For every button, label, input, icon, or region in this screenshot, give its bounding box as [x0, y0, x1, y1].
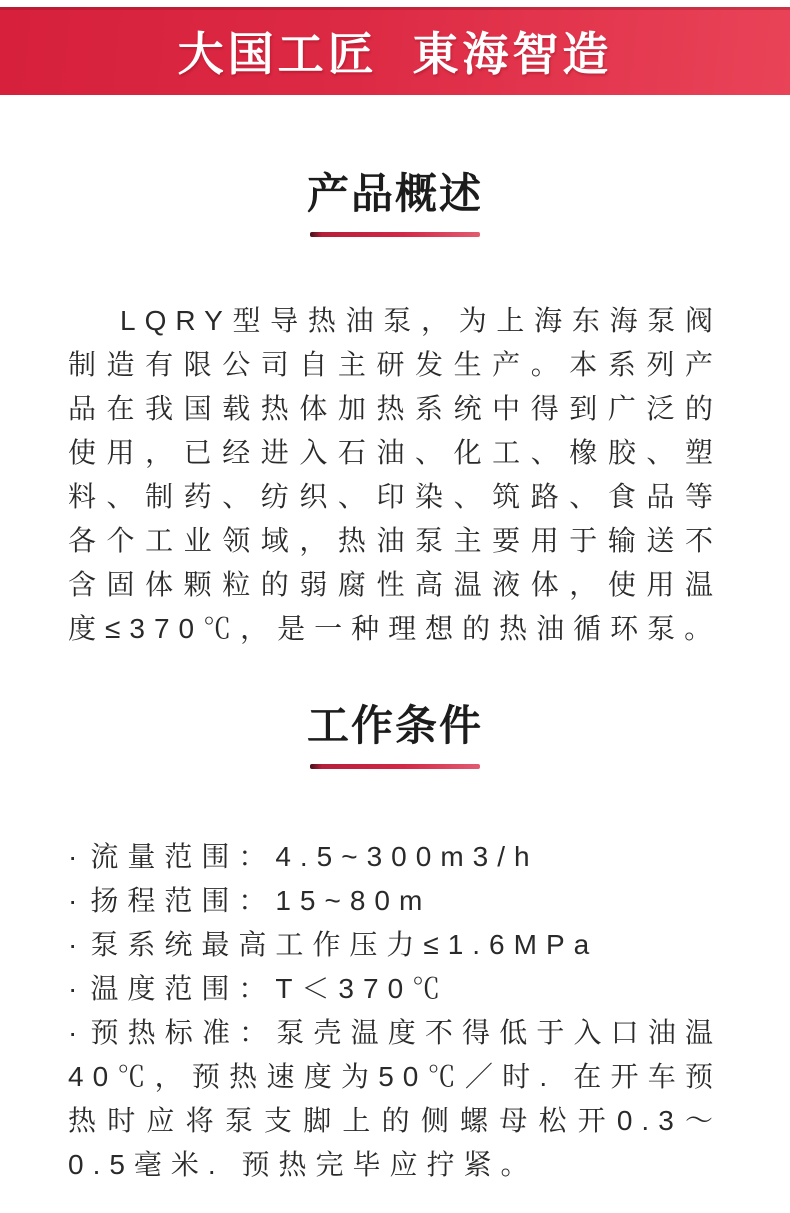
conditions-heading-underline	[310, 764, 480, 769]
overview-heading-underline	[310, 232, 480, 237]
bullet-dot: ·	[68, 885, 87, 916]
condition-head-range: 扬程范围：15~80m	[90, 885, 432, 916]
overview-heading: 产品概述	[306, 170, 483, 217]
condition-temp-range: 温度范围：T＜370℃	[90, 973, 450, 1004]
bullet-dot: ·	[68, 841, 87, 872]
condition-preheat-standard: 预热标准：泵壳温度不得低于入口油温40℃，预热速度为50℃／时. 在开车预热时应将泵支脚上的侧螺母松开0.3～0.5毫米. 预热完毕应拧紧。	[68, 1017, 722, 1180]
list-item	[68, 835, 722, 879]
bullet-dot: ·	[68, 973, 87, 1004]
conditions-list	[68, 835, 722, 1187]
conditions-heading: 工作条件	[306, 702, 483, 749]
overview-paragraph: LQRY型导热油泵，为上海东海泵阀制造有限公司自主研发生产。本系列产品在我国载热体加热系统中得到广泛的使用，已经进入石油、化工、橡胶、塑料、制药、纺织、印染、筑路、食品等各个工业领域，热油泵主要用于输送不含固体颗粒的弱腐性高温液体，使用温度≤370℃，是一种理想的热油循环泵。	[68, 305, 722, 644]
list-item	[68, 879, 722, 923]
condition-max-pressure: 泵系统最高工作压力≤1.6MPa	[90, 929, 599, 960]
overview-body	[68, 299, 722, 651]
bullet-dot: ·	[68, 1017, 87, 1048]
condition-flow-range: 流量范围：4.5~300m3/h	[90, 841, 539, 872]
list-item	[68, 1011, 722, 1187]
section-product-overview	[0, 95, 790, 651]
banner-title: 大国工匠 東海智造	[177, 28, 613, 80]
list-item	[68, 967, 722, 1011]
list-item	[68, 923, 722, 967]
brand-banner	[0, 7, 790, 95]
product-page	[0, 7, 790, 1213]
section-working-conditions	[0, 651, 790, 1187]
bullet-dot: ·	[68, 929, 87, 960]
